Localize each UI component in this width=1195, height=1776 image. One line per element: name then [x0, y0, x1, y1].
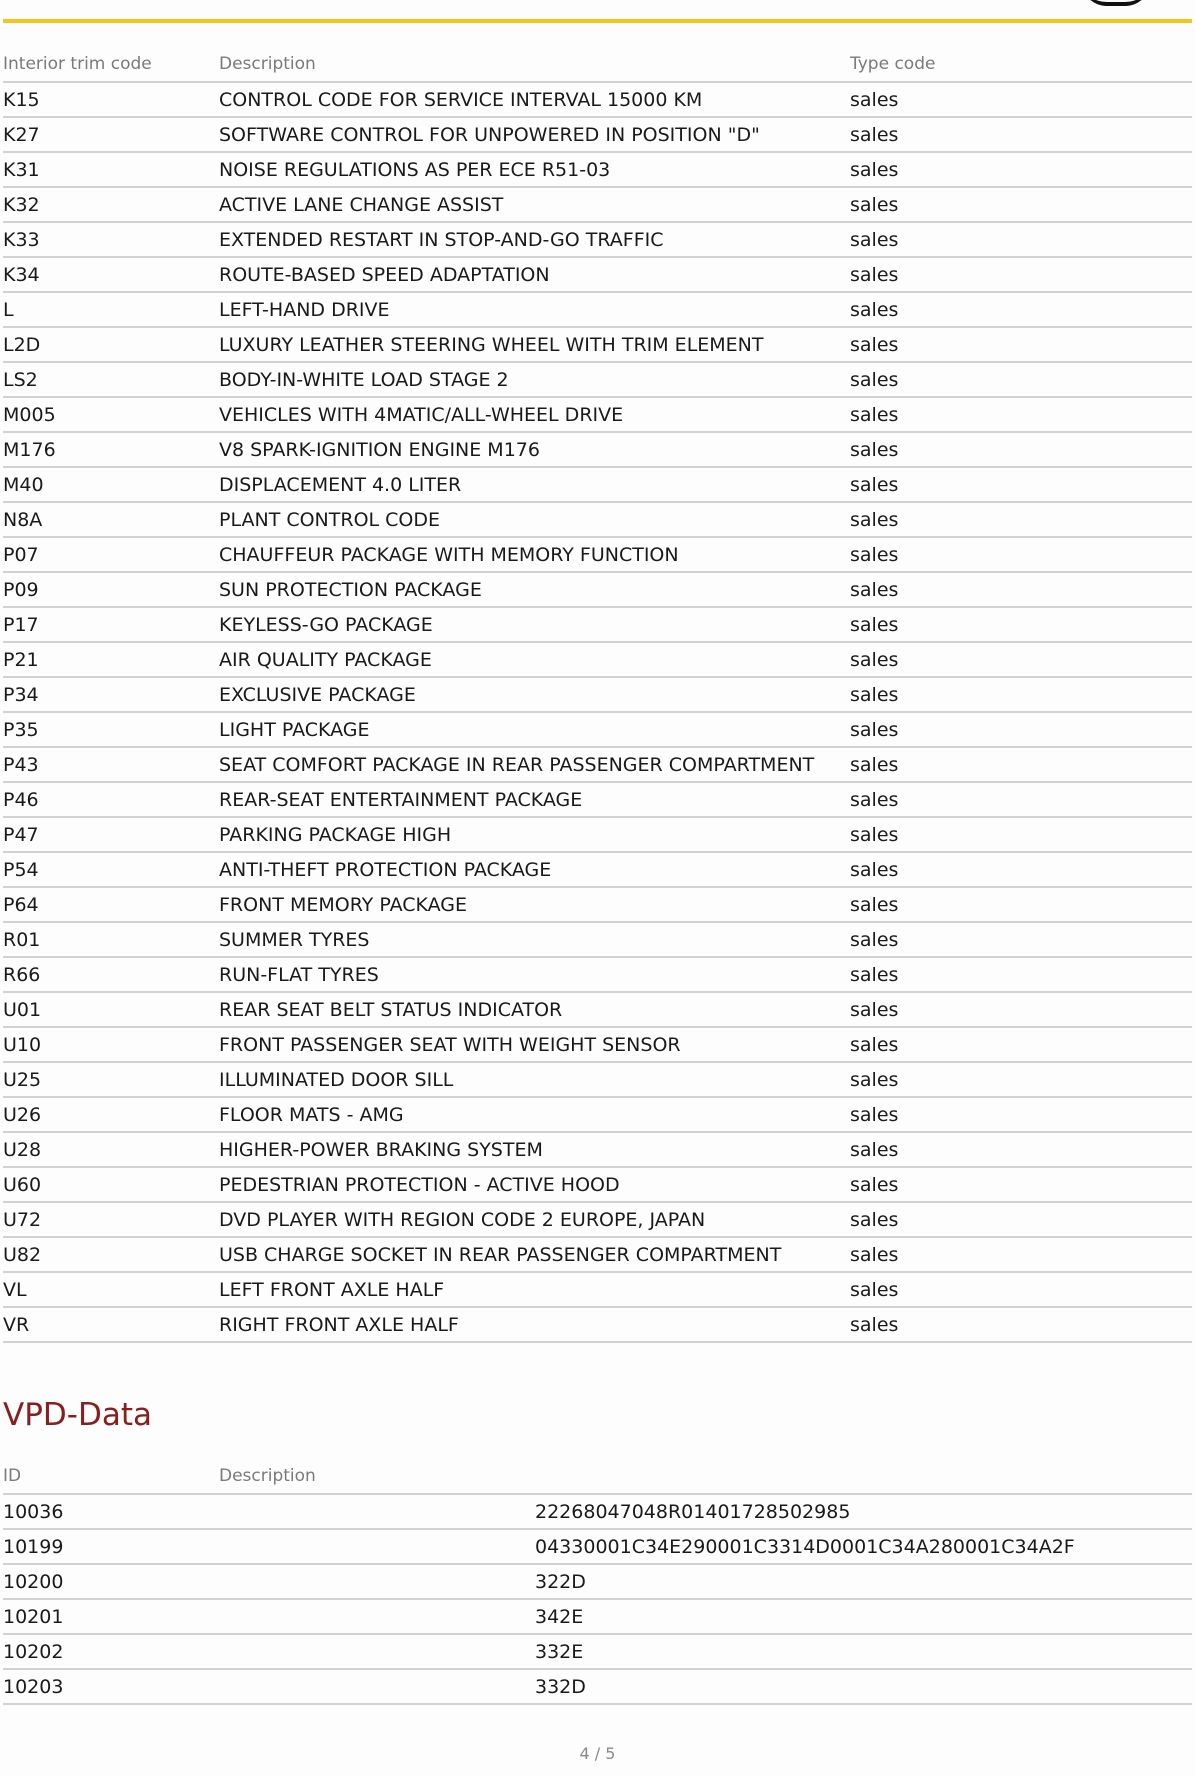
vpd-id-cell: 10200: [3, 1564, 219, 1599]
trim-code-cell: VL: [3, 1272, 219, 1307]
trim-code-cell: L: [3, 292, 219, 327]
trim-code-cell: P17: [3, 607, 219, 642]
trim-code-cell: U60: [3, 1167, 219, 1202]
column-header-description: Description: [219, 1459, 535, 1494]
table-row: [3, 1167, 1192, 1202]
table-row: [3, 222, 1192, 257]
trim-code-cell: U26: [3, 1097, 219, 1132]
trim-code-cell: K27: [3, 117, 219, 152]
trim-description-cell: FRONT MEMORY PACKAGE: [219, 887, 850, 922]
type-code-cell: sales: [850, 117, 1192, 152]
table-row: [3, 607, 1192, 642]
trim-description-cell: SOFTWARE CONTROL FOR UNPOWERED IN POSITION "D": [219, 117, 850, 152]
trim-description-cell: LUXURY LEATHER STEERING WHEEL WITH TRIM ELEMENT: [219, 327, 850, 362]
type-code-cell: sales: [850, 712, 1192, 747]
vpd-value-cell: 332E: [535, 1634, 1192, 1669]
type-code-cell: sales: [850, 992, 1192, 1027]
trim-description-cell: FRONT PASSENGER SEAT WITH WEIGHT SENSOR: [219, 1027, 850, 1062]
brand-logo-fragment: [1081, 0, 1151, 6]
trim-code-cell: LS2: [3, 362, 219, 397]
type-code-cell: sales: [850, 432, 1192, 467]
table-row: [3, 397, 1192, 432]
vpd-id-cell: 10201: [3, 1599, 219, 1634]
trim-code-cell: K15: [3, 82, 219, 117]
trim-description-cell: ACTIVE LANE CHANGE ASSIST: [219, 187, 850, 222]
type-code-cell: sales: [850, 1097, 1192, 1132]
table-row: [3, 1307, 1192, 1342]
table-row: [3, 82, 1192, 117]
table-row: [3, 1202, 1192, 1237]
table-row: [3, 817, 1192, 852]
table-row: [3, 257, 1192, 292]
table-row: [3, 1564, 1192, 1599]
trim-description-cell: RUN-FLAT TYRES: [219, 957, 850, 992]
trim-description-cell: REAR-SEAT ENTERTAINMENT PACKAGE: [219, 782, 850, 817]
trim-code-cell: U01: [3, 992, 219, 1027]
trim-description-cell: LEFT FRONT AXLE HALF: [219, 1272, 850, 1307]
table-row: [3, 1494, 1192, 1529]
type-code-cell: sales: [850, 292, 1192, 327]
type-code-cell: sales: [850, 1167, 1192, 1202]
table-row: [3, 992, 1192, 1027]
page-indicator: 4 / 5: [579, 1744, 616, 1763]
trim-description-cell: DISPLACEMENT 4.0 LITER: [219, 467, 850, 502]
vpd-data-table: [3, 1459, 1192, 1705]
trim-description-cell: PEDESTRIAN PROTECTION - ACTIVE HOOD: [219, 1167, 850, 1202]
type-code-cell: sales: [850, 957, 1192, 992]
type-code-cell: sales: [850, 747, 1192, 782]
trim-description-cell: AIR QUALITY PACKAGE: [219, 642, 850, 677]
trim-description-cell: VEHICLES WITH 4MATIC/ALL-WHEEL DRIVE: [219, 397, 850, 432]
trim-code-cell: U28: [3, 1132, 219, 1167]
trim-description-cell: LIGHT PACKAGE: [219, 712, 850, 747]
vpd-spacer-cell: [219, 1669, 535, 1704]
trim-code-cell: P07: [3, 537, 219, 572]
interior-trim-table-body: [3, 82, 1192, 1342]
trim-description-cell: ROUTE-BASED SPEED ADAPTATION: [219, 257, 850, 292]
table-row: [3, 1529, 1192, 1564]
trim-description-cell: ANTI-THEFT PROTECTION PACKAGE: [219, 852, 850, 887]
type-code-cell: sales: [850, 607, 1192, 642]
type-code-cell: sales: [850, 887, 1192, 922]
trim-description-cell: SUN PROTECTION PACKAGE: [219, 572, 850, 607]
trim-code-cell: P35: [3, 712, 219, 747]
table-row: [3, 1097, 1192, 1132]
vpd-spacer-cell: [219, 1564, 535, 1599]
vpd-spacer-cell: [219, 1599, 535, 1634]
type-code-cell: sales: [850, 1202, 1192, 1237]
trim-code-cell: R66: [3, 957, 219, 992]
table-row: [3, 922, 1192, 957]
table-row: [3, 1062, 1192, 1097]
trim-code-cell: U82: [3, 1237, 219, 1272]
column-header-id: ID: [3, 1459, 219, 1494]
document-page: [3, 47, 1192, 1705]
table-row: [3, 327, 1192, 362]
vpd-section-title: VPD-Data: [3, 1397, 152, 1433]
trim-description-cell: RIGHT FRONT AXLE HALF: [219, 1307, 850, 1342]
vpd-id-cell: 10199: [3, 1529, 219, 1564]
trim-description-cell: NOISE REGULATIONS AS PER ECE R51-03: [219, 152, 850, 187]
type-code-cell: sales: [850, 1237, 1192, 1272]
trim-description-cell: REAR SEAT BELT STATUS INDICATOR: [219, 992, 850, 1027]
table-row: [3, 117, 1192, 152]
vpd-spacer-cell: [219, 1529, 535, 1564]
table-row: [3, 1599, 1192, 1634]
trim-code-cell: P34: [3, 677, 219, 712]
vpd-value-cell: 322D: [535, 1564, 1192, 1599]
type-code-cell: sales: [850, 782, 1192, 817]
vpd-value-cell: 22268047048R01401728502985: [535, 1494, 1192, 1529]
table-row: [3, 1634, 1192, 1669]
trim-code-cell: P09: [3, 572, 219, 607]
column-header-code: Interior trim code: [3, 47, 219, 82]
trim-code-cell: P64: [3, 887, 219, 922]
table-row: [3, 747, 1192, 782]
table-row: [3, 1132, 1192, 1167]
type-code-cell: sales: [850, 1307, 1192, 1342]
trim-description-cell: CHAUFFEUR PACKAGE WITH MEMORY FUNCTION: [219, 537, 850, 572]
type-code-cell: sales: [850, 537, 1192, 572]
trim-code-cell: M176: [3, 432, 219, 467]
type-code-cell: sales: [850, 572, 1192, 607]
type-code-cell: sales: [850, 642, 1192, 677]
vpd-id-cell: 10202: [3, 1634, 219, 1669]
trim-code-cell: P43: [3, 747, 219, 782]
trim-code-cell: U10: [3, 1027, 219, 1062]
table-row: [3, 467, 1192, 502]
trim-code-cell: K32: [3, 187, 219, 222]
trim-code-cell: K34: [3, 257, 219, 292]
table-row: [3, 1272, 1192, 1307]
type-code-cell: sales: [850, 257, 1192, 292]
table-row: [3, 852, 1192, 887]
type-code-cell: sales: [850, 677, 1192, 712]
column-header-description: Description: [219, 47, 850, 82]
vpd-value-cell: 342E: [535, 1599, 1192, 1634]
type-code-cell: sales: [850, 1132, 1192, 1167]
trim-code-cell: U72: [3, 1202, 219, 1237]
table-row: [3, 537, 1192, 572]
type-code-cell: sales: [850, 82, 1192, 117]
trim-code-cell: R01: [3, 922, 219, 957]
column-header-type: Type code: [850, 47, 1192, 82]
trim-description-cell: EXTENDED RESTART IN STOP-AND-GO TRAFFIC: [219, 222, 850, 257]
type-code-cell: sales: [850, 362, 1192, 397]
type-code-cell: sales: [850, 1272, 1192, 1307]
type-code-cell: sales: [850, 817, 1192, 852]
type-code-cell: sales: [850, 922, 1192, 957]
trim-description-cell: SUMMER TYRES: [219, 922, 850, 957]
type-code-cell: sales: [850, 397, 1192, 432]
trim-description-cell: V8 SPARK-IGNITION ENGINE M176: [219, 432, 850, 467]
trim-code-cell: P21: [3, 642, 219, 677]
trim-code-cell: L2D: [3, 327, 219, 362]
table-row: [3, 712, 1192, 747]
column-header-blank: [535, 1459, 1192, 1494]
trim-code-cell: VR: [3, 1307, 219, 1342]
vpd-spacer-cell: [219, 1634, 535, 1669]
vpd-value-cell: 04330001C34E290001C3314D0001C34A280001C34A2F: [535, 1529, 1192, 1564]
vpd-id-cell: 10036: [3, 1494, 219, 1529]
table-row: [3, 432, 1192, 467]
trim-description-cell: DVD PLAYER WITH REGION CODE 2 EUROPE, JAPAN: [219, 1202, 850, 1237]
table-row: [3, 502, 1192, 537]
type-code-cell: sales: [850, 502, 1192, 537]
top-accent-rule: [3, 19, 1192, 23]
trim-description-cell: BODY-IN-WHITE LOAD STAGE 2: [219, 362, 850, 397]
table-row: [3, 957, 1192, 992]
table-row: [3, 292, 1192, 327]
type-code-cell: sales: [850, 852, 1192, 887]
table-row: [3, 187, 1192, 222]
trim-code-cell: K31: [3, 152, 219, 187]
trim-description-cell: PARKING PACKAGE HIGH: [219, 817, 850, 852]
trim-description-cell: USB CHARGE SOCKET IN REAR PASSENGER COMPARTMENT: [219, 1237, 850, 1272]
interior-trim-table: [3, 47, 1192, 1343]
table-row: [3, 1237, 1192, 1272]
type-code-cell: sales: [850, 1062, 1192, 1097]
trim-description-cell: CONTROL CODE FOR SERVICE INTERVAL 15000 KM: [219, 82, 850, 117]
trim-description-cell: EXCLUSIVE PACKAGE: [219, 677, 850, 712]
trim-code-cell: N8A: [3, 502, 219, 537]
table-row: [3, 1027, 1192, 1062]
trim-code-cell: U25: [3, 1062, 219, 1097]
trim-description-cell: KEYLESS-GO PACKAGE: [219, 607, 850, 642]
type-code-cell: sales: [850, 187, 1192, 222]
trim-description-cell: LEFT-HAND DRIVE: [219, 292, 850, 327]
table-header-row: [3, 1459, 1192, 1494]
vpd-spacer-cell: [219, 1494, 535, 1529]
trim-description-cell: FLOOR MATS - AMG: [219, 1097, 850, 1132]
type-code-cell: sales: [850, 327, 1192, 362]
type-code-cell: sales: [850, 222, 1192, 257]
trim-code-cell: P54: [3, 852, 219, 887]
trim-code-cell: K33: [3, 222, 219, 257]
trim-description-cell: HIGHER-POWER BRAKING SYSTEM: [219, 1132, 850, 1167]
trim-code-cell: P46: [3, 782, 219, 817]
vpd-value-cell: 332D: [535, 1669, 1192, 1704]
table-row: [3, 642, 1192, 677]
trim-code-cell: M005: [3, 397, 219, 432]
type-code-cell: sales: [850, 467, 1192, 502]
table-row: [3, 1669, 1192, 1704]
trim-code-cell: P47: [3, 817, 219, 852]
trim-code-cell: M40: [3, 467, 219, 502]
trim-description-cell: SEAT COMFORT PACKAGE IN REAR PASSENGER COMPARTMENT: [219, 747, 850, 782]
table-row: [3, 677, 1192, 712]
table-row: [3, 362, 1192, 397]
type-code-cell: sales: [850, 1027, 1192, 1062]
vpd-data-table-body: [3, 1494, 1192, 1704]
table-header-row: [3, 47, 1192, 82]
table-row: [3, 887, 1192, 922]
vpd-id-cell: 10203: [3, 1669, 219, 1704]
table-row: [3, 572, 1192, 607]
trim-description-cell: PLANT CONTROL CODE: [219, 502, 850, 537]
type-code-cell: sales: [850, 152, 1192, 187]
table-row: [3, 152, 1192, 187]
table-row: [3, 782, 1192, 817]
trim-description-cell: ILLUMINATED DOOR SILL: [219, 1062, 850, 1097]
